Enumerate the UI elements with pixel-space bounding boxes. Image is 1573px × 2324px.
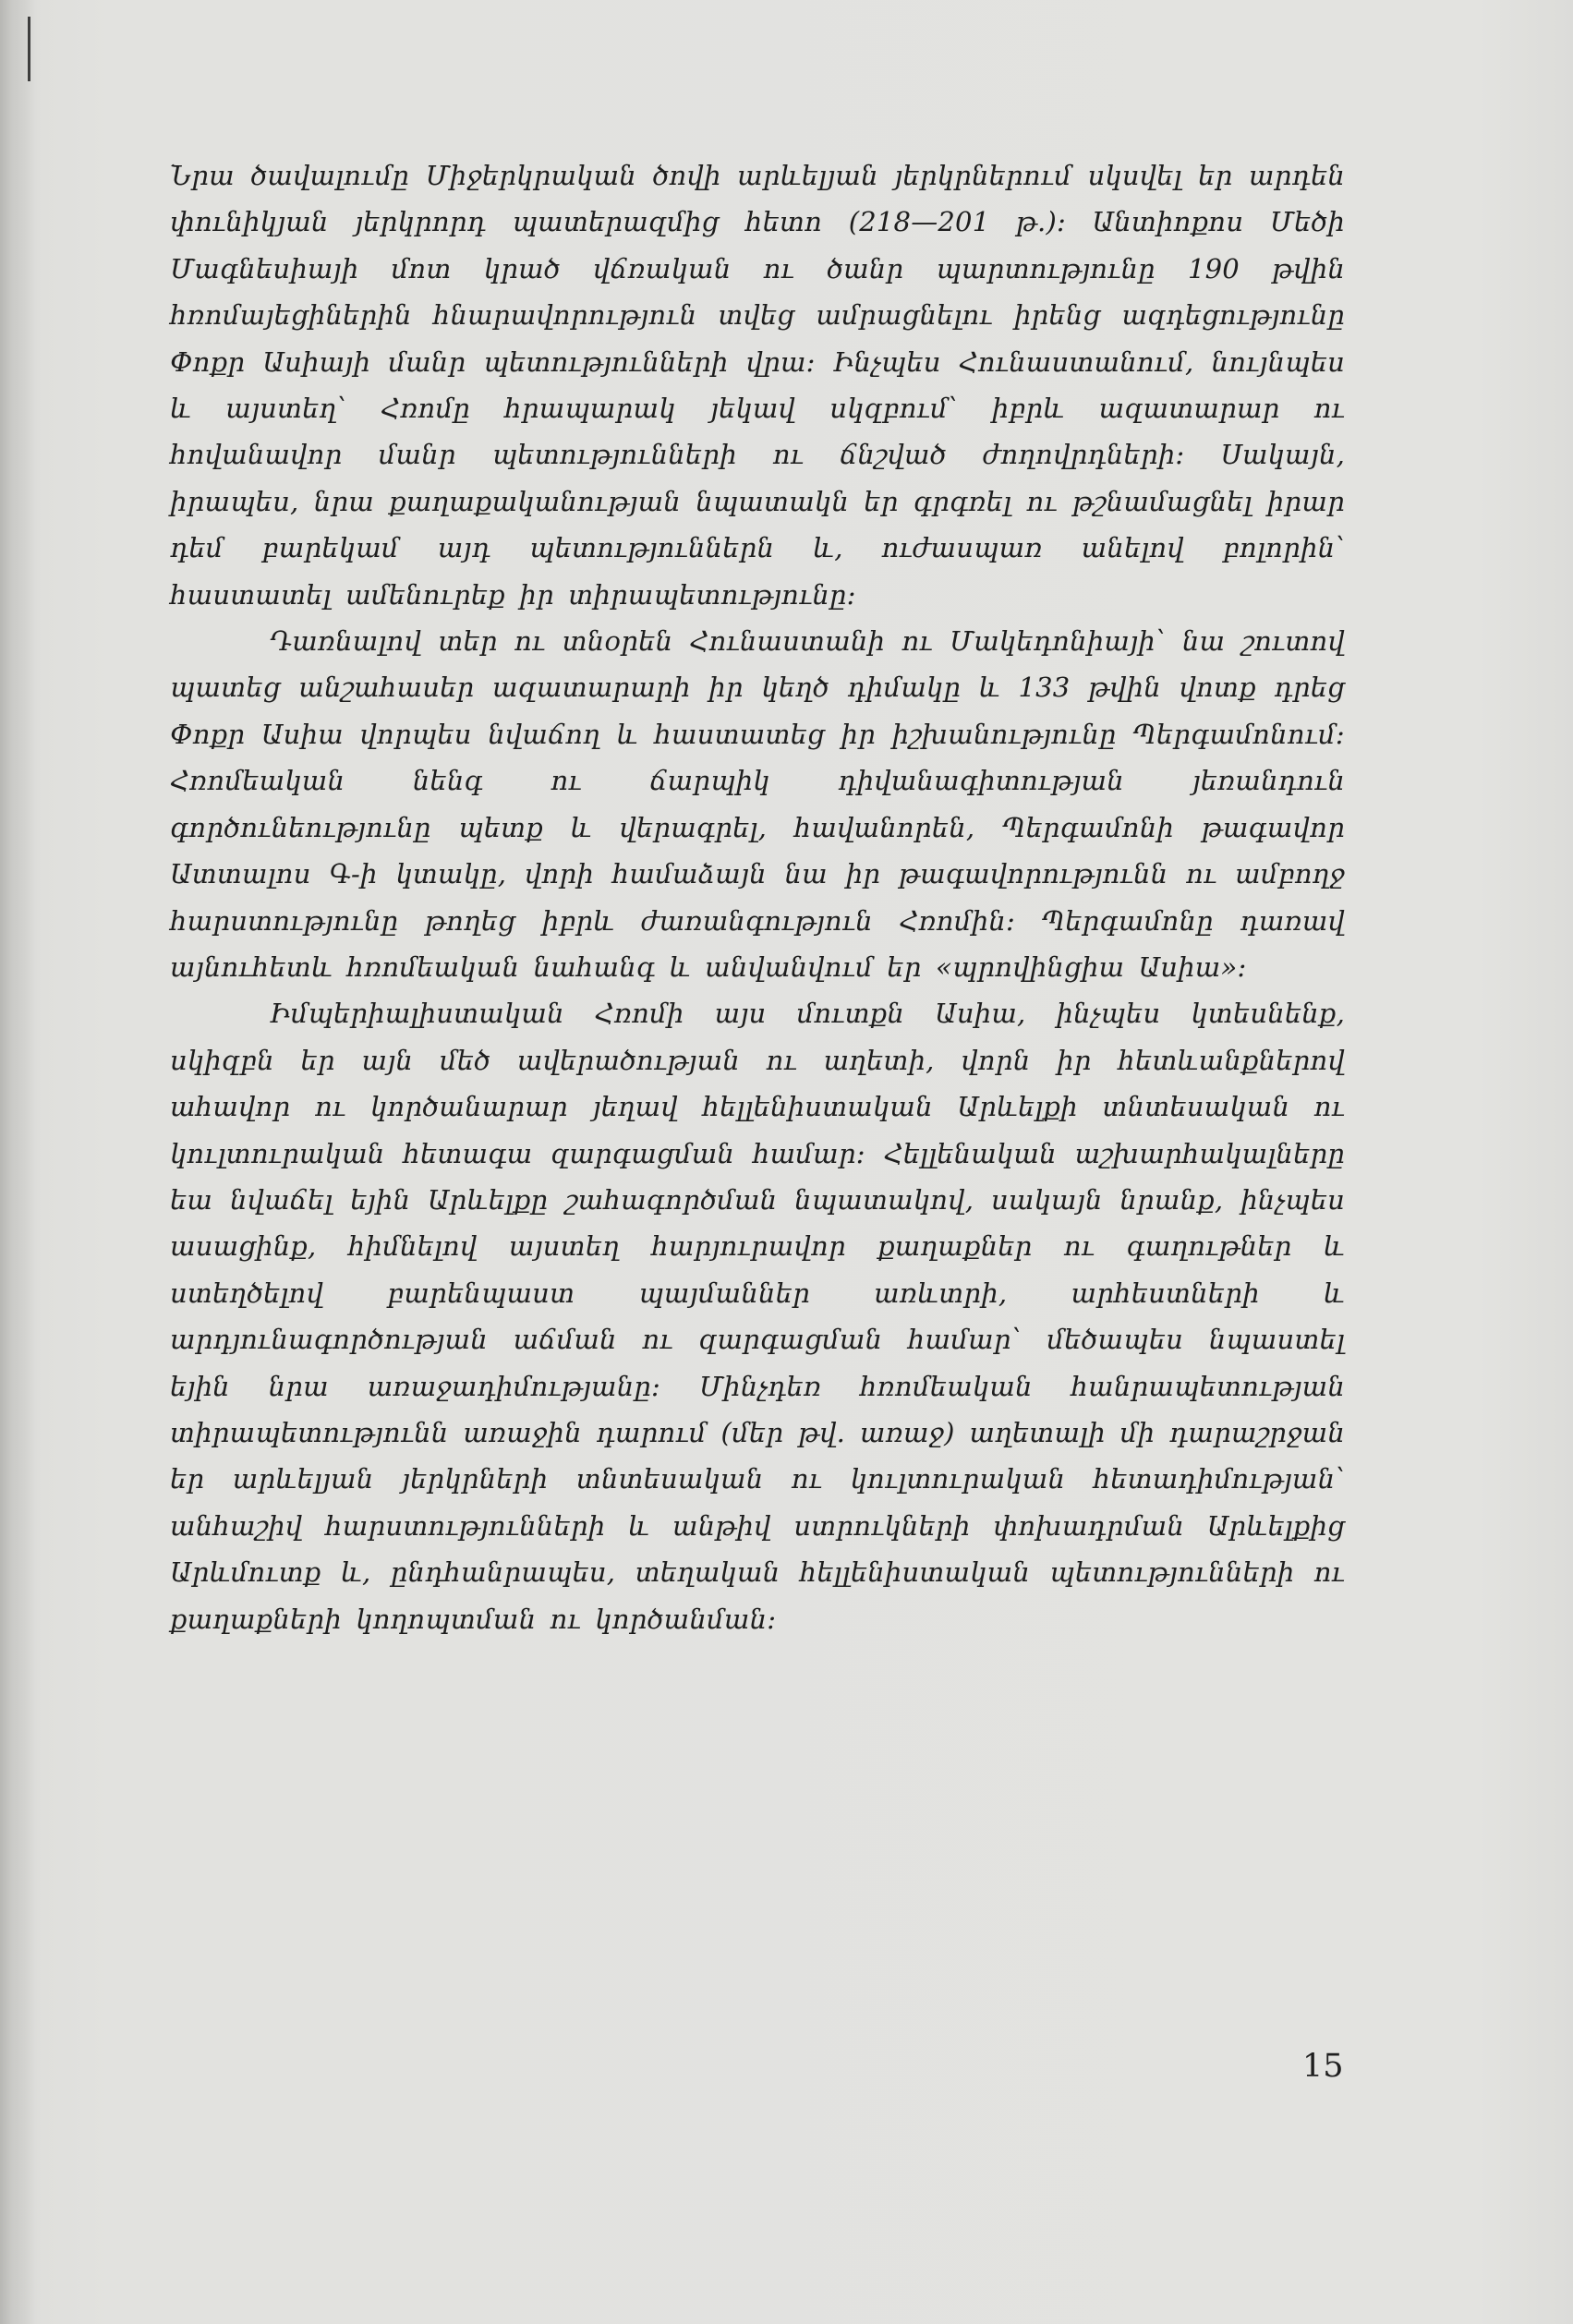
paragraph-1: Նրա ծավալումը Միջերկրական ծովի արևելյան յերկրներում սկսվել եր արդեն փունիկյան յերկրորդ պատերազմից հետո (218—201 թ.)։ Անտիոքոս Մեծի Մագնեսիայի մոտ կրած վճռական ու ծանր պարտությունը 190 թվին հռոմայեցիներին հնարավորություն տվեց ամրացնելու իրենց ազդեցությունը Փոքր Ասիայի մանր պետությունների վրա։ Ինչպես Հունաստանում, նույնպես և այստեղ՝ Հռոմը հրապարակ յեկավ սկզբում՝ իբրև ազատարար ու հովանավոր մանր պետությունների ու ճնշված ժողովրդների։ Սակայն, իրապես, նրա քաղաքականության նպատակն եր գրգռել ու թշնամացնել իրար դեմ բարեկամ այդ պետություններն և, ուժասպառ անելով բոլորին՝ հաստատել ամենուրեք իր տիրապետությունը։	[170, 160, 1345, 611]
binding-mark	[28, 17, 30, 81]
body-text	[170, 152, 1345, 1642]
paragraph-3: Իմպերիալիստական Հռոմի այս մուտքն Ասիա, ինչպես կտեսնենք, սկիզբն եր այն մեծ ավերածության ու աղետի, վորն իր հետևանքներով ահավոր ու կործանարար յեղավ հելլենիստական Արևելքի տնտեսական ու կուլտուրական հետագա զարգացման համար։ Հելլենական աշխարհակալները եա նվաճել եյին Արևելքը շահագործման նպատակով, սակայն նրանք, ինչպես ասացինք, հիմնելով այստեղ հարյուրավոր քաղաքներ ու գաղութներ և ստեղծելով բարենպաստ պայմաններ առևտրի, արհեստների և արդյունագործության աճման ու զարգացման համար՝ մեծապես նպաստել եյին նրա առաջադիմությանը։ Մինչդեռ հռոմեական հանրապետության տիրապետությունն առաջին դարում (մեր թվ. առաջ) աղետալի մի դարաշրջան եր արևելյան յերկրների տնտեսական ու կուլտուրական հետադիմության՝ անհաշիվ հարստությունների և անթիվ ստրուկների փոխադրման Արևելքից Արևմուտք և, ընդհանրապես, տեղական հելլենիստական պետությունների ու քաղաքների կողոպտման ու կործանման։	[170, 998, 1345, 1635]
page-number: 15	[1302, 2048, 1344, 2085]
paragraph-2: Դառնալով տեր ու տնօրեն Հունաստանի ու Մակեդոնիայի՝ նա շուտով պատեց անշահասեր ազատարարի իր կեղծ դիմակը և 133 թվին վոտք դրեց Փոքր Ասիա վորպես նվաճող և հաստատեց իր իշխանությունը Պերգամոնում։ Հռոմեական նենգ ու ճարպիկ դիվանագիտության յեռանդուն գործունեությունը պետք և վերագրել, հավանորեն, Պերգամոնի թագավոր Ատտալոս Գ-ի կտակը, վորի համաձայն նա իր թագավորությունն ու ամբողջ հարստությունը թողեց իբրև ժառանգություն Հռոմին։ Պերգամոնը դառավ այնուհետև հռոմեական նահանգ և անվանվում եր «պրովինցիա Ասիա»։	[170, 625, 1345, 983]
page-spine-edge	[0, 0, 35, 2324]
